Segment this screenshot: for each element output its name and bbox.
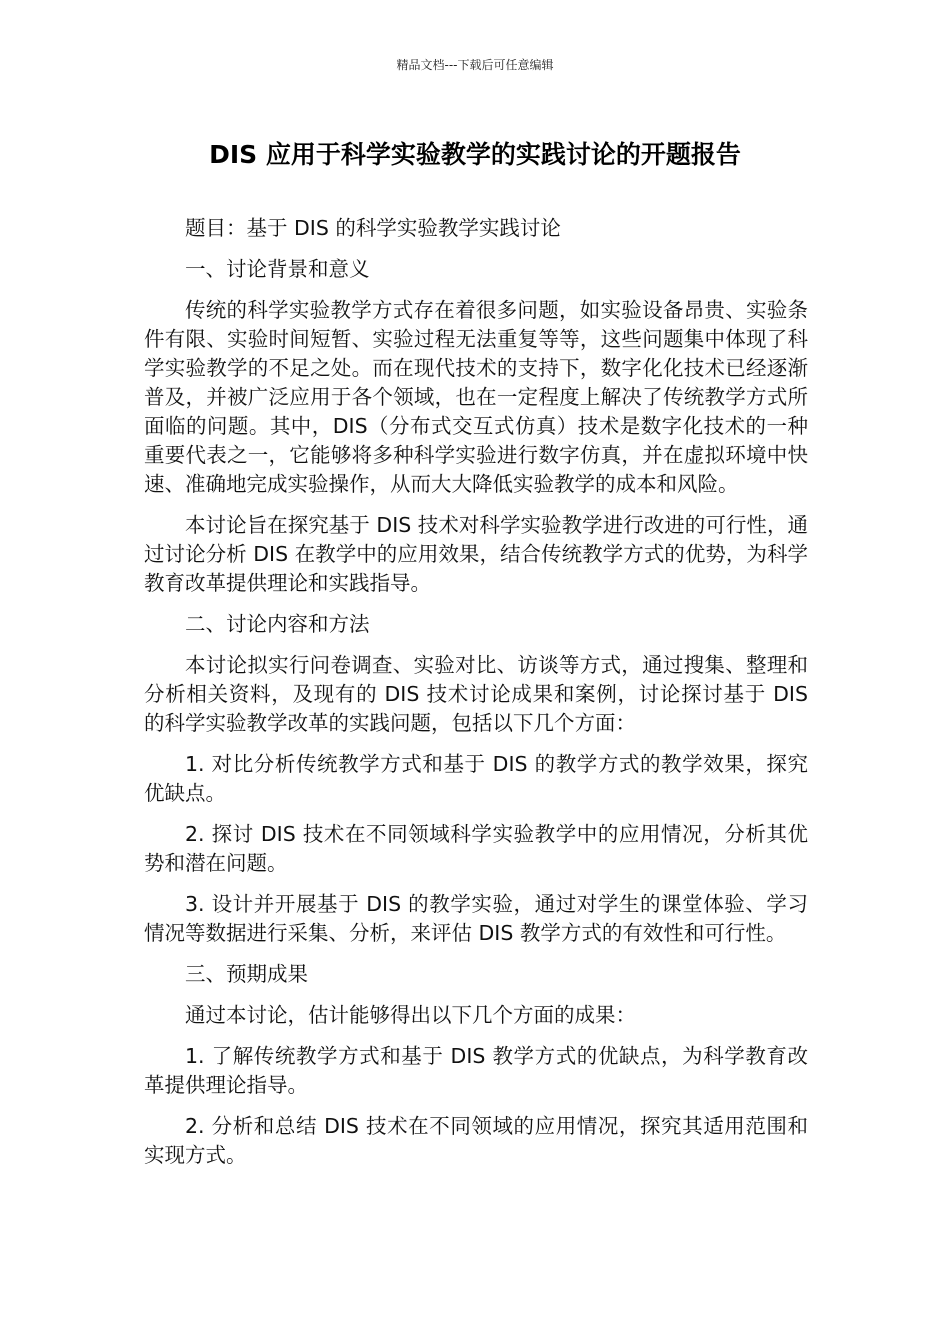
- section-heading-background: 一、讨论背景和意义: [185, 257, 370, 281]
- list-item-method-1: 1. 对比分析传统教学方式和基于 DIS 的教学方式的教学效果，探究优缺点。: [144, 752, 808, 805]
- paragraph-purpose: 本讨论旨在探究基于 DIS 技术对科学实验教学进行改进的可行性，通过讨论分析 DIS 在教学中的应用效果，结合传统教学方式的优势，为科学教育改革提供理论和实践指导。: [144, 513, 808, 595]
- document-title: DIS 应用于科学实验教学的实践讨论的开题报告: [209, 140, 741, 169]
- paragraph-results-intro: 通过本讨论，估计能够得出以下几个方面的成果：: [185, 1003, 636, 1027]
- list-item-method-2: 2. 探讨 DIS 技术在不同领域科学实验教学中的应用情况，分析其优势和潜在问题。: [144, 822, 808, 875]
- paragraph-method: 本讨论拟实行问卷调查、实验对比、访谈等方式，通过搜集、整理和分析相关资料，及现有的 DIS 技术讨论成果和案例，讨论探讨基于 DIS 的科学实验教学改革的实践问题，包括以下几个方面：: [144, 653, 808, 735]
- section-heading-expected-results: 三、预期成果: [185, 962, 308, 986]
- list-item-result-1: 1. 了解传统教学方式和基于 DIS 教学方式的优缺点，为科学教育改革提供理论指导。: [144, 1044, 808, 1097]
- page-header: 精品文档---下载后可任意编辑: [396, 58, 554, 72]
- list-item-method-3: 3. 设计并开展基于 DIS 的教学实验，通过对学生的课堂体验、学习情况等数据进行采集、分析，来评估 DIS 教学方式的有效性和可行性。: [144, 892, 808, 945]
- document-body: [144, 214, 808, 1170]
- list-item-result-2: 2. 分析和总结 DIS 技术在不同领域的应用情况，探究其适用范围和实现方式。: [144, 1114, 808, 1167]
- topic-line: 题目：基于 DIS 的科学实验教学实践讨论: [185, 216, 561, 240]
- paragraph-background: 传统的科学实验教学方式存在着很多问题，如实验设备昂贵、实验条件有限、实验时间短暂、实验过程无法重复等等，这些问题集中体现了科学实验教学的不足之处。而在现代技术的支持下，数字化化技术已经逐渐普及，并被广泛应用于各个领域，也在一定程度上解决了传统教学方式所面临的问题。其中，DIS（分布式交互式仿真）技术是数字化技术的一种重要代表之一，它能够将多种科学实验进行数字仿真，并在虚拟环境中快速、准确地完成实验操作，从而大大降低实验教学的成本和风险。: [144, 298, 808, 496]
- section-heading-content-method: 二、讨论内容和方法: [185, 612, 370, 636]
